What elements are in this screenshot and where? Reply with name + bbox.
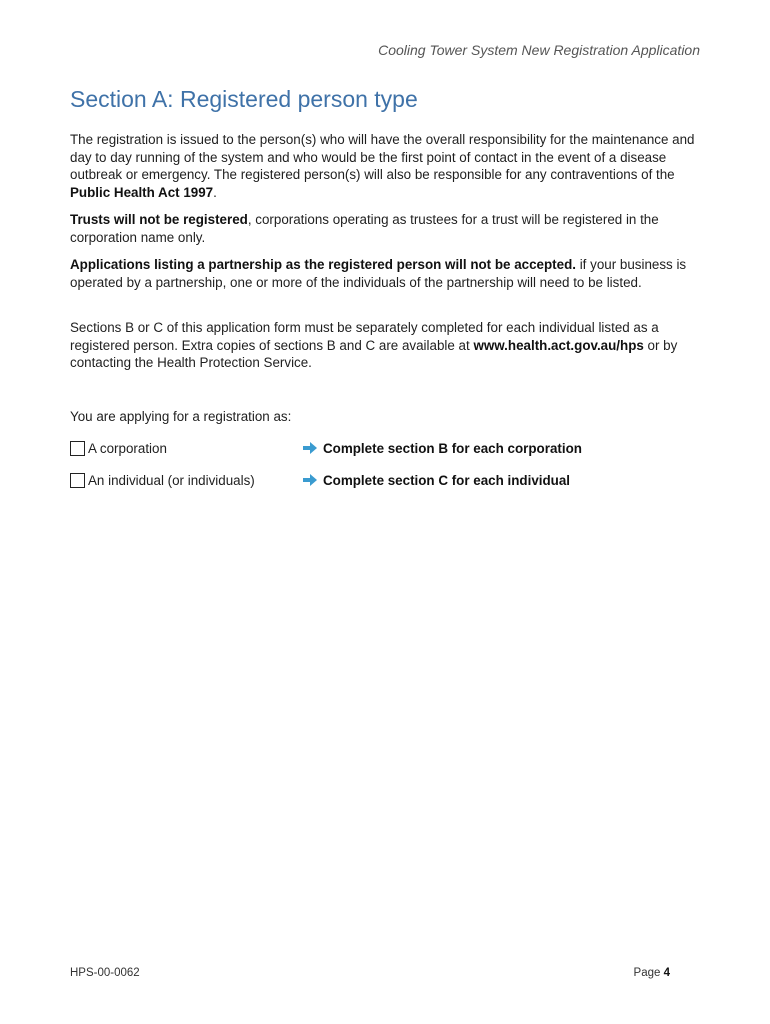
paragraph-end: .: [213, 184, 217, 200]
right-arrow-icon: [302, 473, 318, 487]
option-corporation[interactable]: [70, 438, 582, 458]
document-header-title: Cooling Tower System New Registration Application: [378, 42, 700, 58]
page-number-value: 4: [663, 967, 670, 979]
trusts-notice: Trusts will not be registered: [70, 212, 248, 227]
paragraph-end: or by contacting the Health Protection Service.: [70, 337, 678, 371]
paragraph-responsibility: [70, 131, 710, 201]
paragraph-text: if your business is operated by a partnership, one or more of the individuals of the partnership will need to be listed.: [70, 257, 687, 290]
option-label: An individual (or individuals): [88, 472, 255, 488]
option-action: Complete section B for each corporation: [323, 440, 582, 456]
option-label: A corporation: [88, 440, 167, 456]
option-action: Complete section C for each individual: [323, 472, 571, 488]
act-name: Public Health Act 1997: [70, 184, 214, 200]
page-label: Page: [633, 967, 664, 979]
document-code: HPS-00-0062: [70, 967, 140, 979]
right-arrow-icon: [302, 441, 318, 455]
paragraph-sections: [70, 319, 710, 372]
checkbox-individual[interactable]: [70, 473, 85, 488]
option-individual[interactable]: [70, 470, 570, 490]
paragraph-text: Sections B or C of this application form must be separately completed for each individual listed as a registered person. Extra copies of sections B and C are available at: [70, 320, 659, 353]
page-number: [634, 967, 670, 979]
paragraph-partnership: [70, 256, 710, 291]
website-link[interactable]: www.health.act.gov.au/hps: [473, 337, 644, 353]
paragraph-text: The registration is issued to the person(s) who will have the overall responsibility for the maintenance and day to day running of the system and who would be the first point of contact in the event of a disease outbreak or emergency. The registered person(s) will also be responsible for any contraventions of the: [70, 132, 695, 183]
checkbox-corporation[interactable]: [70, 441, 85, 456]
paragraph-text: , corporations operating as trustees for a trust will be registered in the corporation name only.: [70, 212, 659, 245]
paragraph-trusts: [70, 211, 710, 246]
partnership-notice: Applications listing a partnership as the registered person will not be accepted.: [70, 257, 576, 272]
registration-question: [70, 408, 710, 426]
question-text: You are applying for a registration as:: [70, 409, 292, 424]
section-heading: Section A: Registered person type: [70, 86, 418, 112]
